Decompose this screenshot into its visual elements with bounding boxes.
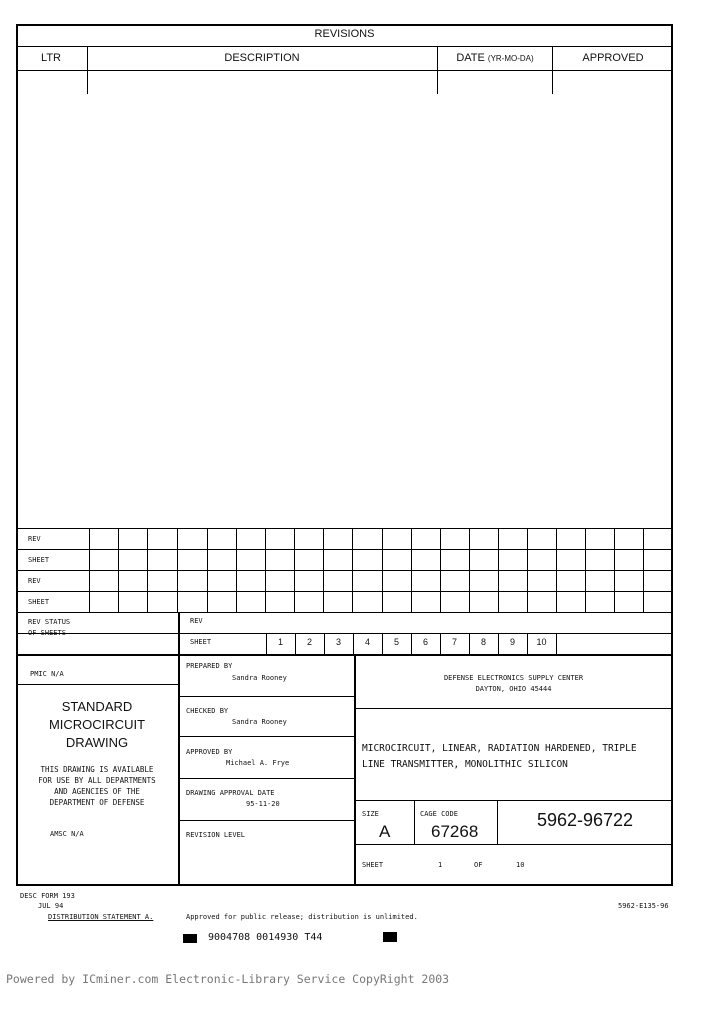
- divider: [178, 696, 354, 697]
- divider: [414, 800, 415, 844]
- col-date-label: DATE: [456, 52, 485, 64]
- rev-status-label-2: OF SHEETS: [28, 629, 66, 637]
- standard-line-2: MICROCIRCUIT: [48, 717, 146, 732]
- cage-value: 67268: [431, 822, 479, 841]
- prepared-label: PREPARED BY: [186, 662, 233, 670]
- sheet-number-cell: 10: [536, 637, 547, 647]
- distribution-label: DISTRIBUTION STATEMENT A.: [48, 913, 154, 921]
- divider: [178, 820, 354, 821]
- sheet-number-cell: 6: [422, 637, 428, 647]
- sheet-number-cell: 9: [509, 637, 515, 647]
- sheet-number-cell: 1: [277, 637, 283, 647]
- divider: [16, 70, 673, 71]
- grid-line: [16, 570, 673, 571]
- revision-level-label: REVISION LEVEL: [186, 831, 246, 839]
- prepared-name: Sandra Rooney: [232, 674, 287, 682]
- grid-line: [294, 528, 295, 612]
- availability-note: [16, 764, 178, 808]
- sheet-number-cell: 2: [306, 637, 312, 647]
- grid-line: [16, 528, 673, 529]
- size-label: SIZE: [362, 810, 379, 818]
- grid-line: [382, 528, 383, 612]
- col-description: DESCRIPTION: [224, 52, 300, 64]
- standard-title: [16, 698, 178, 752]
- grid-line: [469, 528, 470, 612]
- sheet-number-cell: 8: [480, 637, 486, 647]
- rev-row-label: REV: [28, 535, 41, 543]
- col-approved: APPROVED: [582, 52, 644, 64]
- approved-name: Michael A. Frye: [226, 759, 290, 767]
- sheet-total: 10: [516, 861, 525, 869]
- distribution-text: Approved for public release; distribution is unlimited.: [186, 913, 418, 921]
- rev-status-sheet-label: SHEET: [190, 638, 212, 646]
- barcode-block-right: [383, 932, 397, 942]
- sheet-label: SHEET: [362, 861, 384, 869]
- title-line-2: LINE TRANSMITTER, MONOLITHIC SILICON: [362, 759, 568, 770]
- col-ltr: LTR: [41, 52, 61, 64]
- title-line-1: MICROCIRCUIT, LINEAR, RADIATION HARDENED, TRIPLE: [362, 743, 637, 754]
- sheet-number-cell: 4: [364, 637, 370, 647]
- grid-line: [556, 528, 557, 612]
- right-code: 5962-E135-96: [618, 902, 669, 910]
- barcode-block-left: [183, 934, 197, 943]
- grid-line: [323, 528, 324, 612]
- checked-name: Sandra Rooney: [232, 718, 287, 726]
- approval-date-label: DRAWING APPROVAL DATE: [186, 789, 275, 797]
- agency-line-2: DAYTON, OHIO 45444: [475, 685, 552, 693]
- grid-line: [585, 528, 586, 612]
- availability-line-3: AND AGENCIES OF THE: [54, 787, 140, 796]
- divider: [437, 46, 438, 94]
- pmic-label: PMIC N/A: [30, 670, 64, 678]
- divider: [552, 46, 553, 94]
- sheet-of: OF: [474, 861, 483, 869]
- divider: [178, 612, 180, 886]
- cage-label: CAGE CODE: [420, 810, 458, 818]
- rev-row-label: SHEET: [28, 598, 50, 606]
- availability-line-2: FOR USE BY ALL DEPARTMENTS: [38, 776, 156, 785]
- standard-line-3: DRAWING: [65, 735, 129, 750]
- checked-label: CHECKED BY: [186, 707, 229, 715]
- divider: [178, 736, 354, 737]
- grid-line: [527, 528, 528, 612]
- sheet-number-cell: 7: [451, 637, 457, 647]
- grid-line: [16, 612, 673, 613]
- grid-line: [118, 528, 119, 612]
- grid-line: [556, 633, 557, 654]
- availability-line-4: DEPARTMENT OF DEFENSE: [49, 798, 145, 807]
- divider: [87, 46, 88, 94]
- form-date: JUL 94: [38, 902, 64, 910]
- grid-line: [265, 528, 266, 612]
- grid-line: [352, 528, 353, 612]
- grid-line: [207, 528, 208, 612]
- rev-row-label: SHEET: [28, 556, 50, 564]
- agency-line-1: DEFENSE ELECTRONICS SUPPLY CENTER: [443, 674, 584, 682]
- divider: [16, 46, 673, 47]
- sheet-number: 1: [438, 861, 443, 869]
- rev-status-rev-label: REV: [190, 617, 203, 625]
- col-date: [438, 52, 552, 64]
- divider: [354, 708, 673, 709]
- divider: [178, 778, 354, 779]
- divider: [354, 800, 673, 801]
- amsc-label: AMSC N/A: [50, 830, 84, 838]
- grid-line: [498, 528, 499, 612]
- powered-by: Powered by ICminer.com Electronic-Library Service CopyRight 2003: [6, 972, 450, 986]
- grid-line: [614, 528, 615, 612]
- availability-line-1: THIS DRAWING IS AVAILABLE: [40, 765, 154, 774]
- barcode-text: 9004708 0014930 T44: [208, 932, 323, 943]
- grid-line: [440, 528, 441, 612]
- grid-line: [16, 549, 673, 550]
- revisions-title: REVISIONS: [314, 28, 375, 40]
- divider: [16, 684, 178, 685]
- rev-row-label: REV: [28, 577, 41, 585]
- size-value: A: [379, 822, 391, 841]
- grid-line: [16, 633, 673, 634]
- grid-line: [177, 528, 178, 612]
- standard-line-1: STANDARD: [61, 699, 133, 714]
- form-label: DESC FORM 193: [20, 892, 75, 900]
- grid-line: [411, 528, 412, 612]
- grid-line: [16, 591, 673, 592]
- approved-label: APPROVED BY: [186, 748, 233, 756]
- sheet-number-cell: 3: [335, 637, 341, 647]
- grid-line: [147, 528, 148, 612]
- col-date-format: (YR-MO-DA): [487, 54, 534, 63]
- rev-status-label-1: REV STATUS: [28, 618, 71, 626]
- drawing-number: 5962-96722: [536, 810, 634, 830]
- divider: [354, 844, 673, 845]
- approval-date-value: 95-11-20: [246, 800, 280, 808]
- grid-line: [89, 528, 90, 612]
- sheet-number-cell: 5: [393, 637, 399, 647]
- drawing-frame: [16, 24, 673, 886]
- divider: [16, 654, 673, 656]
- grid-line: [643, 528, 644, 612]
- grid-line: [236, 528, 237, 612]
